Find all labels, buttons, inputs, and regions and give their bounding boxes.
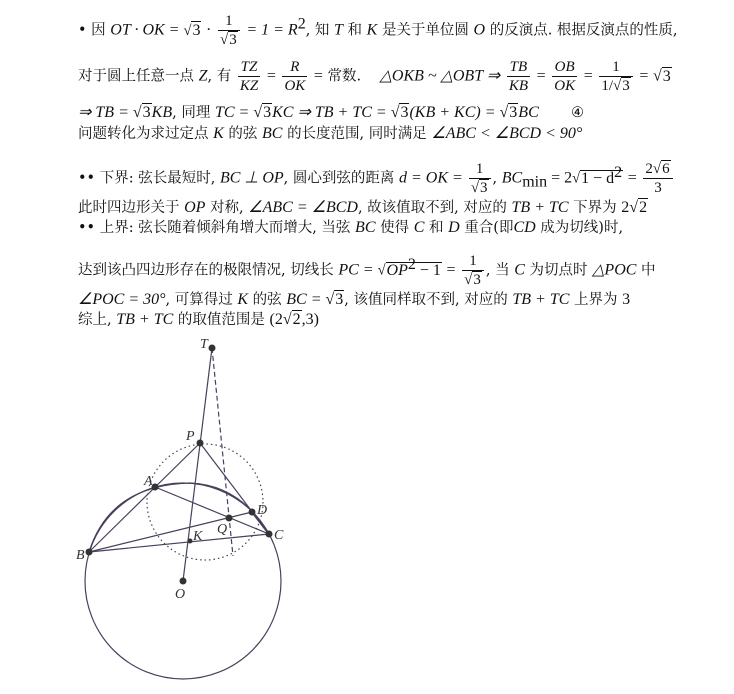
text-line-1: • 因 OT · OK = √3 · $\frac{1}{√3}$ = $1 = R^2$, 知 T 和 K 是关于单位圆 O 的反演点. 根据反演点的性质,: [78, 13, 678, 48]
fraction: $\frac{1}{√3}$: [469, 160, 491, 197]
point-B: [86, 549, 93, 556]
fraction: $\frac{TB}{KB}$: [508, 59, 528, 94]
point-Q: [226, 515, 233, 522]
line-TO: [183, 348, 212, 581]
sqrt: √3: [652, 67, 671, 85]
label-P: P: [186, 429, 195, 444]
text-line-3: ⇒ TB = √3KB, 同理 TC = √3KC ⇒ TB + TC = √3(KB + KC) = √3BC ④: [78, 104, 585, 121]
fraction: $\frac{2√6}{3}$: [643, 160, 672, 197]
label-C: C: [274, 528, 284, 543]
fraction: $\frac{R}{OK}$: [284, 59, 306, 94]
point-K: [188, 539, 193, 544]
text-line-4: 问题转化为求过定点 K 的弦 BC 的长度范围, 同时满足 ∠ABC < ∠BCD < 90°: [78, 125, 583, 142]
sqrt: √3: [183, 21, 201, 39]
point-P: [197, 440, 204, 447]
point-O: [180, 578, 187, 585]
text-line-10: 综上, TB + TC 的取值范围是 (2√2,3): [78, 311, 319, 328]
label-D: D: [257, 503, 268, 518]
fraction: $\frac{TZ}{KZ}$: [239, 59, 259, 94]
label-K: K: [193, 529, 203, 544]
text-line-8: 达到该凸四边形存在的极限情况, 切线长 PC = $√OP^2 - 1$ = $\frac{1}{√3}$ , 当 C 为切点时 △POC 中: [78, 253, 656, 288]
point-C: [266, 531, 273, 538]
label-O: O: [175, 587, 186, 602]
fraction: $\frac{OB}{OK}$: [554, 59, 576, 94]
point-T: [209, 345, 216, 352]
fraction: $\frac{1}{√3}$: [462, 252, 484, 289]
fraction: $\frac{1}{√3}$: [218, 12, 240, 49]
text-line-9: ∠POC = 30°, 可算得过 K 的弦 BC = √3, 该值同样取不到, 对应的 TB + TC 上界为 3: [78, 291, 631, 308]
text-line-6: 此时四边形关于 OP 对称, ∠ABC = ∠BCD, 故该值取不到, 对应的 TB + TC 下界为 2√2: [78, 199, 648, 216]
equation-number: ④: [571, 105, 585, 121]
fraction: $\frac{1}{1/√3}$: [599, 58, 632, 95]
label-T: T: [200, 337, 208, 352]
point-D: [249, 509, 256, 516]
text-line-5: •• 下界: 弦长最短时, BC ⊥ OP, 圆心到弦的距离 d = OK = $\frac{1}{√3}$ , $BC_{min} = 2√1 - d^2$ = $\frac{2√6}{3}$: [78, 160, 675, 197]
label-Q: Q: [217, 522, 228, 537]
dotted-circle: [147, 444, 263, 560]
text-line-7: •• 上界: 弦长随着倾斜角增大而增大, 当弦 BC 使得 C 和 D 重合(即CD 成为切线)时,: [78, 219, 624, 236]
label-B: B: [76, 548, 85, 563]
line-BC: [89, 534, 269, 552]
arc-AC: [89, 483, 269, 552]
label-A: A: [144, 474, 153, 489]
text-line-2: 对于圆上任意一点 Z, 有 $\frac{TZ}{KZ}$ = $\frac{R}{OK}$ = 常数. △OKB ~ △OBT ⇒ $\frac{TB}{KB}$ = $\frac{OB}{OK}$ = $\frac{1}{1/√3}$ = √3: [78, 59, 671, 94]
line-PB: [89, 443, 200, 552]
